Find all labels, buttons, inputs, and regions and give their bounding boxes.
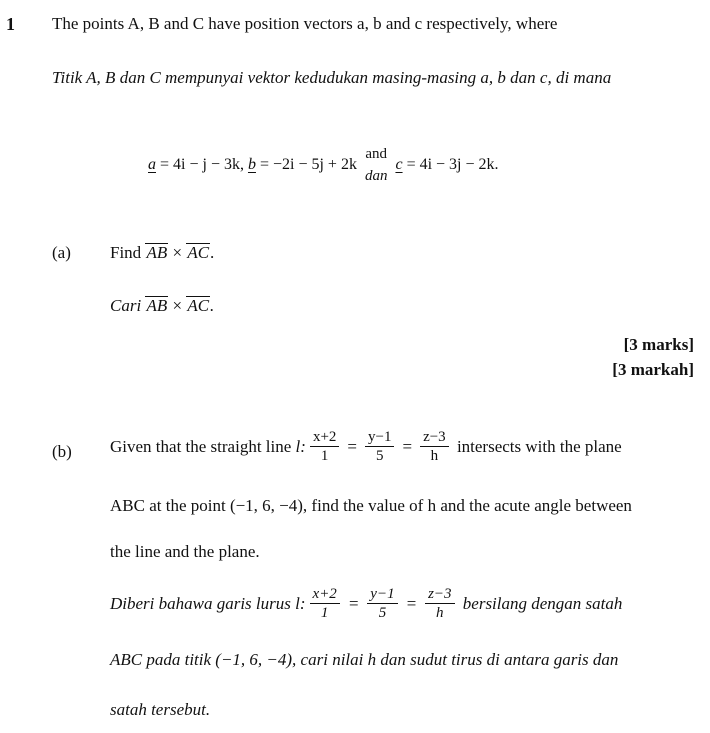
part-b-text-malay-2: ABC pada titik (−1, 6, −4), cari nilai h dan sudut tirus di antara garis dan	[110, 650, 619, 669]
position-vectors-equation	[148, 140, 499, 190]
vector-ac-ms: AC	[187, 296, 210, 315]
vector-ab: AB	[146, 243, 168, 262]
part-b-label: (b)	[52, 442, 72, 461]
question-number: 1	[6, 14, 15, 34]
part-b-line-english: Given that the straight line l: $\frac{x+2}{1}$ = $\frac{y-1}{5}$ = $\frac{z-3}{h}$ intersects with the plane	[110, 429, 622, 464]
vector-a: a = 4i − j − 3k,	[148, 156, 244, 173]
part-b-line-malay: Diberi bahawa garis lurus l: $\frac{x+2}{1}$ = $\frac{y-1}{5}$ = $\frac{z-3}{h}$ bersilang dengan satah	[110, 586, 623, 621]
and-english: and	[365, 146, 388, 162]
part-a-find-english: Find AB × AC.	[110, 243, 215, 262]
part-a-label: (a)	[52, 243, 71, 262]
part-b-text-english-2: ABC at the point (−1, 6, −4), find the value of h and the acute angle between	[110, 496, 632, 515]
part-b-text-english-3: the line and the plane.	[110, 542, 260, 561]
fraction-x-ms: $\frac{x+2}{1}$	[310, 585, 340, 622]
vector-b: b = −2i − 5j + 2k	[247, 156, 357, 173]
part-a-marks-malay: [3 markah]	[612, 360, 694, 379]
vector-ac: AC	[187, 243, 210, 262]
question-intro-english: The points A, B and C have position vectors a, b and c respectively, where	[52, 14, 558, 33]
and-malay: dan	[364, 168, 388, 184]
fraction-z: $\frac{z-3}{h}$	[420, 428, 449, 465]
vector-c: c = 4i − 3j − 2k.	[395, 156, 499, 173]
fraction-z-ms: $\frac{z-3}{h}$	[425, 585, 454, 622]
part-b-text-malay-3: satah tersebut.	[110, 700, 211, 719]
and-dan-stack	[365, 143, 388, 187]
fraction-y: $\frac{y-1}{5}$	[365, 428, 394, 465]
fraction-y-ms: $\frac{y-1}{5}$	[367, 585, 397, 622]
part-a-marks-english: [3 marks]	[623, 335, 694, 354]
question-intro-malay: Titik A, B dan C mempunyai vektor kedudukan masing-masing a, b dan c, di mana	[52, 68, 612, 87]
vector-ab-ms: AB	[146, 296, 168, 315]
fraction-x: $\frac{x+2}{1}$	[310, 428, 339, 465]
part-a-find-malay: Cari AB × AC.	[110, 296, 215, 315]
